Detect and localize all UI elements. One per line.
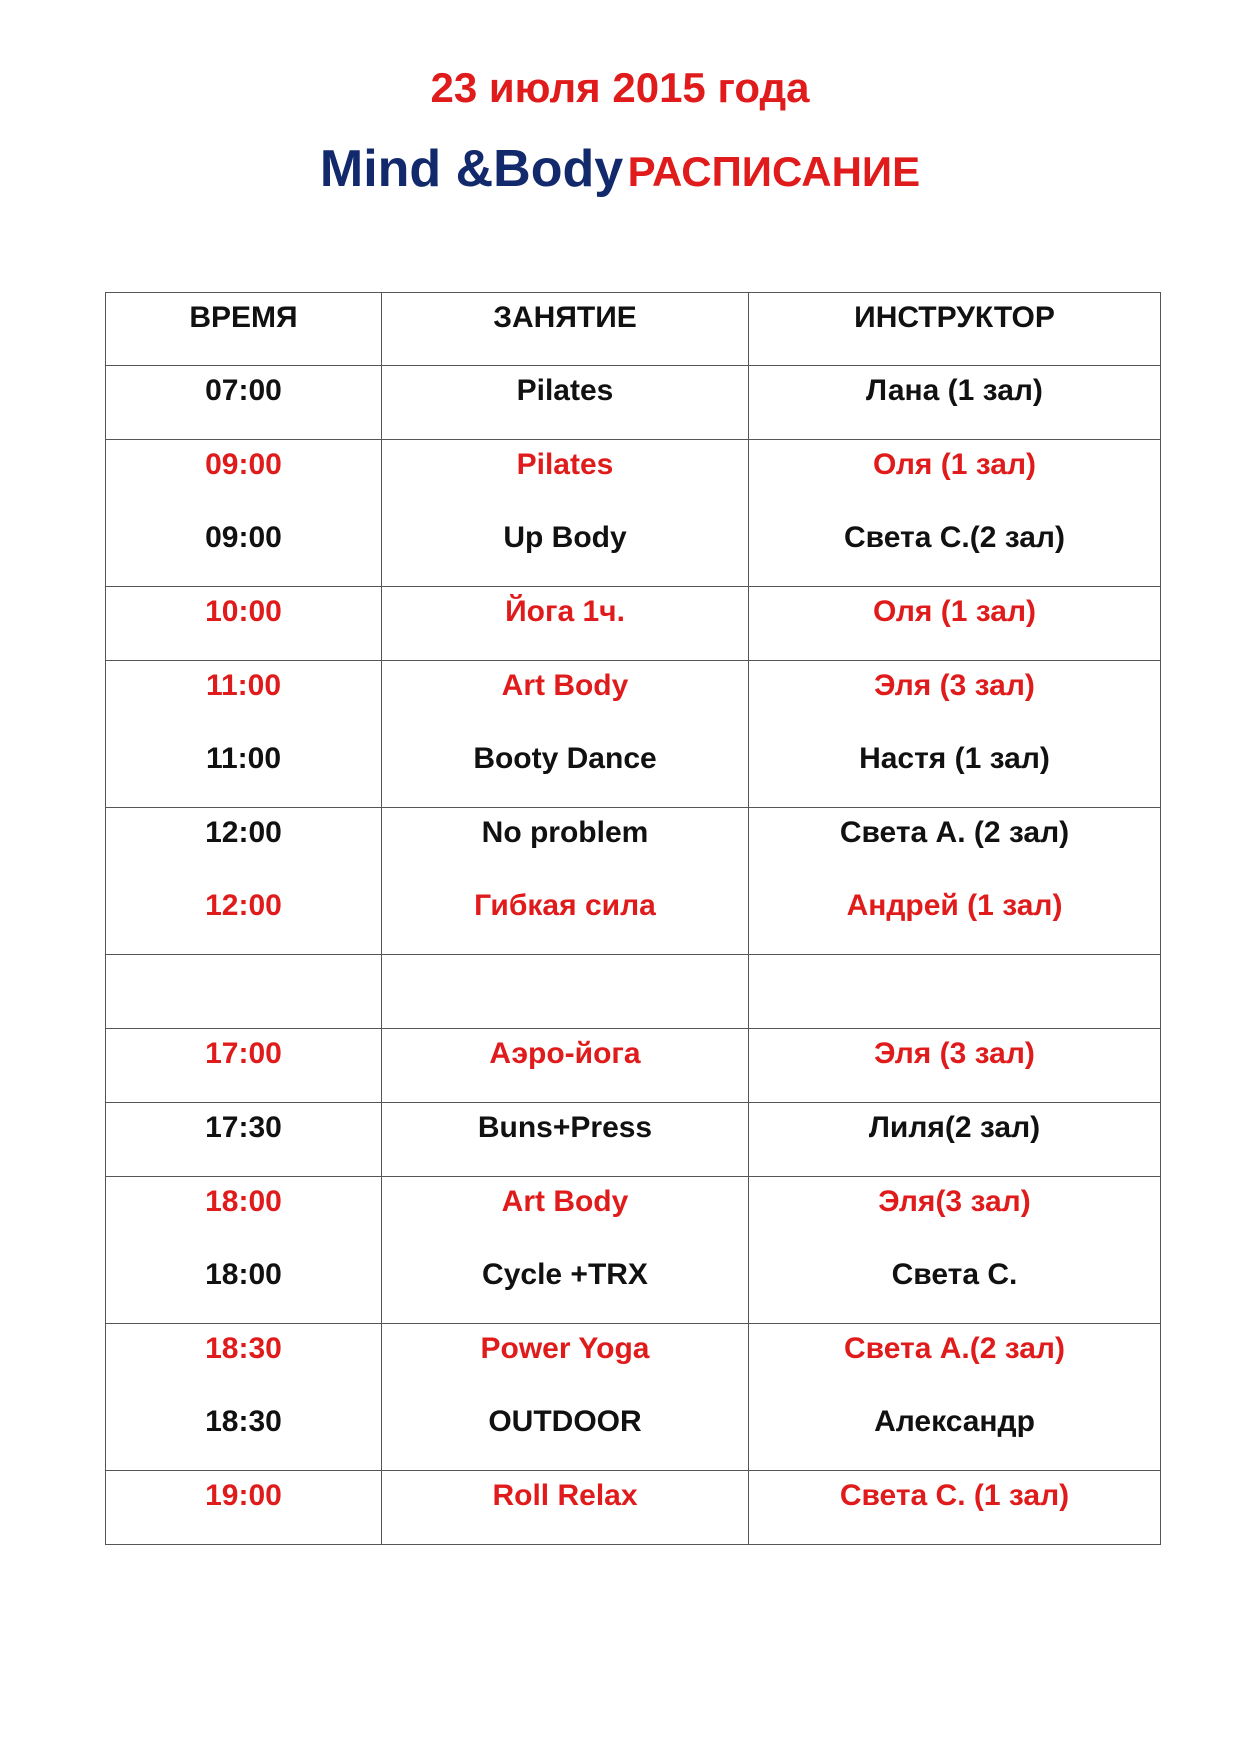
cell-instructor [749,1324,1161,1471]
time-value: 10:00 [205,595,282,628]
instructor-value: Эля (3 зал) [874,669,1035,702]
cell-class [382,661,749,808]
instructor-value: Оля (1 зал) [872,595,1037,628]
cell-class [382,955,749,1029]
schedule-date: 23 июля 2015 года [430,64,810,111]
instructor-value: Оля (1 зал) [872,448,1037,481]
cell-class [382,808,749,955]
instructor-value: Света А.(2 зал) [844,1332,1065,1365]
instructor-value: Лана (1 зал) [866,374,1043,407]
time-value: 09:00 [205,448,282,481]
time-value: 19:00 [205,1479,282,1512]
instructor-value: Настя (1 зал) [859,742,1050,775]
cell-instructor [749,1103,1161,1177]
schedule-table [105,292,1161,1545]
time-value: 09:00 [205,521,282,554]
table-header-row [106,293,1161,366]
cell-instructor [749,1471,1161,1545]
time-value: 18:30 [205,1405,282,1438]
cell-time [106,1471,382,1545]
table-row [106,366,1161,440]
cell-time [106,955,382,1029]
cell-time [106,661,382,808]
instructor-value: Света С. (1 зал) [839,1479,1070,1512]
page-title [0,134,1240,217]
class-value: Аэро-йога [489,1037,641,1070]
class-value: Йога 1ч. [505,595,625,628]
cell-class [382,1324,749,1471]
instructor-value: Эля(3 зал) [878,1185,1031,1218]
class-value: Roll Relax [492,1479,638,1512]
time-value: 12:00 [205,816,282,849]
cell-class [382,440,749,587]
cell-time [106,1103,382,1177]
instructor-value: Эля (3 зал) [874,1037,1035,1070]
class-value: Art Body [501,669,629,702]
cell-time [106,808,382,955]
time-value: 18:30 [205,1332,282,1365]
column-header-time: ВРЕМЯ [106,293,382,366]
cell-class [382,1177,749,1324]
cell-instructor [749,440,1161,587]
cell-time [106,1029,382,1103]
cell-instructor [749,587,1161,661]
schedule-body [106,366,1161,1545]
table-row [106,587,1161,661]
class-value: Pilates [516,374,614,407]
cell-class [382,1103,749,1177]
cell-class [382,1029,749,1103]
cell-time [106,440,382,587]
time-value: 17:00 [205,1037,282,1070]
instructor-value: Света С. [891,1258,1018,1291]
cell-instructor [749,808,1161,955]
table-row [106,440,1161,587]
table-row [106,1029,1161,1103]
time-value: 11:00 [205,742,282,775]
class-value: Booty Dance [473,742,657,775]
class-value: Art Body [501,1185,629,1218]
cell-instructor [749,955,1161,1029]
table-row [106,661,1161,808]
table-row [106,1324,1161,1471]
cell-instructor [749,1177,1161,1324]
instructor-value: Андрей (1 зал) [846,889,1063,922]
table-row [106,808,1161,955]
time-value: 18:00 [205,1258,282,1291]
table-row [106,1103,1161,1177]
schedule-title: РАСПИСАНИЕ [627,148,921,195]
instructor-value: Света А. (2 зал) [839,816,1070,849]
table-row [106,1471,1161,1545]
class-value: Power Yoga [480,1332,650,1365]
table-row-empty [106,955,1161,1029]
brand-name: Mind &Body [319,140,624,198]
page-header [0,60,1240,217]
cell-time [106,366,382,440]
cell-class [382,366,749,440]
class-value: Buns+Press [477,1111,653,1144]
cell-time [106,587,382,661]
instructor-value: Александр [874,1405,1035,1438]
time-value: 12:00 [205,889,282,922]
time-value: 17:30 [205,1111,282,1144]
class-value: Гибкая сила [474,889,656,922]
table-row [106,1177,1161,1324]
class-value: Up Body [503,521,627,554]
time-value: 18:00 [205,1185,282,1218]
column-header-class: ЗАНЯТИЕ [382,293,749,366]
cell-time [106,1177,382,1324]
cell-instructor [749,366,1161,440]
cell-instructor [749,661,1161,808]
class-value: OUTDOOR [488,1405,642,1438]
instructor-value: Света С.(2 зал) [844,521,1065,554]
cell-class [382,587,749,661]
class-value: Cycle +TRX [482,1258,648,1291]
column-header-instructor: ИНСТРУКТОР [749,293,1161,366]
cell-time [106,1324,382,1471]
cell-class [382,1471,749,1545]
instructor-value: Лиля(2 зал) [868,1111,1041,1144]
time-value: 07:00 [205,374,282,407]
time-value: 11:00 [205,669,282,702]
class-value: No problem [481,816,649,849]
class-value: Pilates [516,448,614,481]
cell-instructor [749,1029,1161,1103]
